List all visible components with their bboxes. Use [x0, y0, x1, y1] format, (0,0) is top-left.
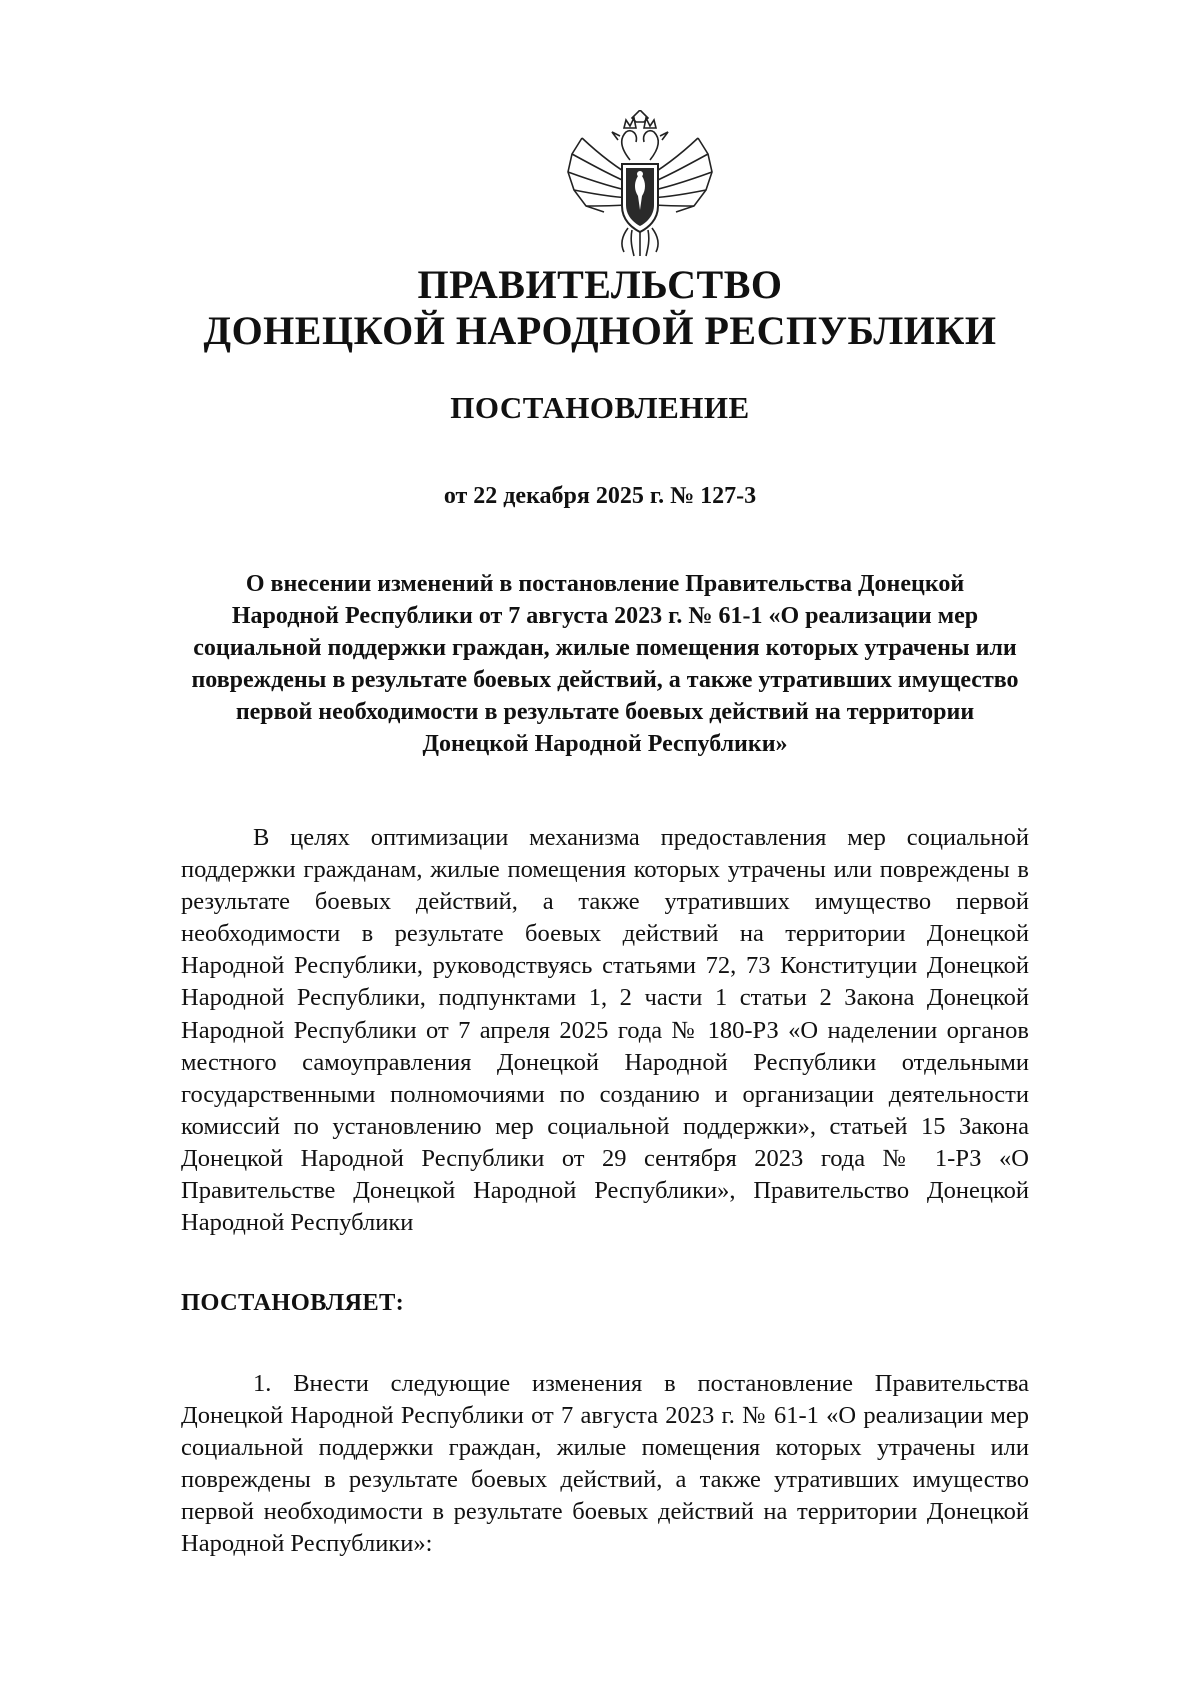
- resolves-heading: ПОСТАНОВЛЯЕТ:: [181, 1289, 405, 1316]
- document-date-number: от 22 декабря 2025 г. № 127-3: [443, 483, 757, 509]
- preamble-paragraph: В целях оптимизации механизма предоставления мер социальной поддержки гражданам, жилые помещения которых утрачены или повреждены в результате боевых действий, а также утративших имущество первой необходимости в результате боевых действий на территории Донецкой Народной Республики, руководствуясь статьями 72, 73 Конституции Донецкой Народной Республики, подпунктами 1, 2 части 1 статьи 2 Закона Донецкой Народной Республики от 7 апреля 2025 года № 180-РЗ «О наделении органов местного самоуправления Донецкой Народной Республики отдельными государственными полномочиями по созданию и организации деятельности комиссий по установлению мер социальной поддержки», статьей 15 Закона Донецкой Народной Республики от 29 сентября 2023 года № 1-РЗ «О Правительстве Донецкой Народной Республики», Правительство Донецкой Народной Республики: [181, 824, 1029, 1237]
- document-type: ПОСТАНОВЛЕНИЕ: [450, 390, 750, 425]
- document-subject: О внесении изменений в постановление Правительства Донецкой Народной Республики от 7 августа 2023 г. № 61-1 «О реализации мер социальной поддержки граждан, жилые помещения которых утрачены или повреждены в результате боевых действий, а также утративших имущество первой необходимости в результате боевых действий на территории Донецкой Народной Республики»: [191, 571, 1019, 757]
- coat-of-arms-emblem: [560, 110, 720, 260]
- government-republic-name: ДОНЕЦКОЙ НАРОДНОЙ РЕСПУБЛИКИ: [203, 308, 997, 353]
- clause-1-paragraph: 1. Внести следующие изменения в постановление Правительства Донецкой Народной Республики от 7 августа 2023 г. № 61-1 «О реализации мер социальной поддержки граждан, жилые помещения которых утрачены или повреждены в результате боевых действий, а также утративших имущество первой необходимости в результате боевых действий на территории Донецкой Народной Республики»:: [181, 1370, 1029, 1558]
- government-title: ПРАВИТЕЛЬСТВО: [417, 262, 783, 307]
